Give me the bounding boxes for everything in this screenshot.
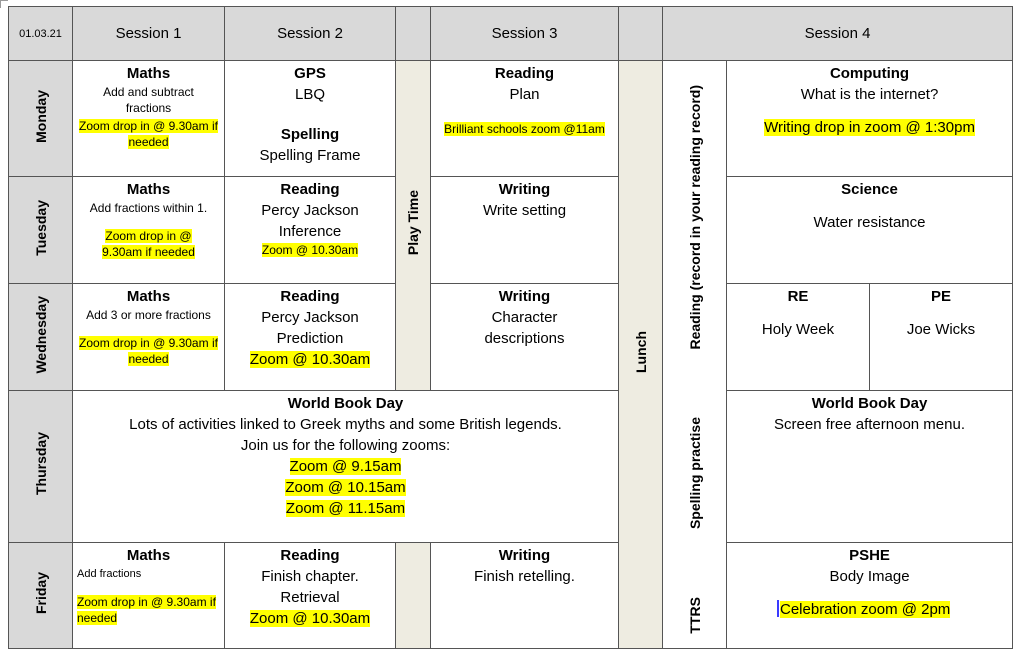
tuesday-s2-desc: Percy Jackson — [261, 202, 359, 219]
playtime-column — [396, 61, 431, 391]
friday-s4-desc: Body Image — [829, 568, 910, 585]
row-tuesday — [9, 177, 1013, 284]
wednesday-s1-desc: Add 3 or more fractions — [86, 308, 211, 322]
thursday-zoom-1: Zoom @ 9.15am — [289, 458, 402, 475]
thursday-s4-desc: Screen free afternoon menu. — [774, 416, 965, 433]
thursday-sessions-1-3 — [73, 391, 619, 543]
wednesday-s4a-title: RE — [787, 288, 809, 305]
friday-session-2 — [225, 543, 396, 649]
day-label-thursday: Thursday — [32, 432, 49, 496]
wednesday-s1-note: Zoom drop in @ 9.30am if needed — [79, 336, 218, 366]
header-lunch-blank — [619, 7, 663, 61]
wednesday-s3-title: Writing — [498, 288, 551, 305]
thursday-desc: Lots of activities linked to Greek myths and some British legends. — [129, 416, 562, 433]
wednesday-session-2 — [225, 284, 396, 391]
friday-s3-desc: Finish retelling. — [474, 568, 575, 585]
playtime-label: Play Time — [405, 190, 421, 256]
monday-s3-desc: Plan — [509, 86, 540, 103]
friday-playtime-blank — [396, 543, 431, 649]
tuesday-s2-title: Reading — [280, 181, 340, 198]
friday-session-3 — [431, 543, 619, 649]
monday-s4-title: Computing — [829, 65, 910, 82]
header-session-3: Session 3 — [431, 7, 619, 61]
header-session-1: Session 1 — [73, 7, 225, 61]
friday-s2-desc: Finish chapter. — [261, 568, 359, 585]
thursday-session-4 — [727, 391, 1013, 543]
monday-s3-title: Reading — [494, 65, 555, 82]
monday-s2-title2: Spelling — [280, 126, 340, 143]
tuesday-s4-desc: Water resistance — [813, 214, 926, 231]
wednesday-s2-title: Reading — [280, 288, 340, 305]
friday-s1-note: Zoom drop in @ 9.30am if needed — [77, 595, 216, 625]
afternoon-reading-column — [663, 61, 727, 649]
friday-s4-title: PSHE — [849, 547, 890, 564]
monday-session-1 — [73, 61, 225, 177]
spelling-practise-label: Spelling practise — [686, 417, 703, 530]
day-label-monday: Monday — [32, 89, 49, 143]
tuesday-s1-title: Maths — [126, 181, 171, 198]
tuesday-session-4 — [727, 177, 1013, 284]
page-corner-mark — [0, 0, 8, 8]
wednesday-s2-note: Zoom @ 10.30am — [249, 351, 371, 368]
friday-session-4 — [727, 543, 1013, 649]
lunch-label: Lunch — [632, 331, 649, 373]
header-playtime-blank — [396, 7, 431, 61]
tuesday-s4-title: Science — [841, 181, 898, 198]
monday-s4-note: Writing drop in zoom @ 1:30pm — [764, 119, 975, 136]
header-session-4: Session 4 — [663, 7, 1013, 61]
wednesday-session-3 — [431, 284, 619, 391]
tuesday-s2-note: Zoom @ 10.30am — [261, 243, 359, 257]
day-label-tuesday: Tuesday — [32, 199, 49, 256]
tuesday-session-3 — [431, 177, 619, 284]
wednesday-session-4b — [870, 284, 1013, 391]
day-label-friday: Friday — [32, 571, 49, 614]
day-label-wednesday: Wednesday — [32, 295, 49, 374]
tuesday-s1-note: Zoom drop in @ 9.30am if needed — [102, 229, 195, 259]
row-wednesday — [9, 284, 1013, 391]
thursday-desc2: Join us for the following zooms: — [240, 437, 451, 454]
wednesday-s4b-desc: Joe Wicks — [906, 321, 976, 338]
tuesday-s3-desc: Write setting — [482, 202, 567, 219]
friday-s2-title: Reading — [280, 547, 340, 564]
tuesday-s2-desc2: Inference — [278, 223, 342, 240]
friday-s4-note: Celebration zoom @ 2pm — [780, 601, 951, 618]
monday-s3-note: Brilliant schools zoom @11am — [444, 122, 605, 136]
friday-session-1 — [73, 543, 225, 649]
friday-s2-note: Zoom @ 10.30am — [249, 610, 371, 627]
lunch-column — [619, 61, 663, 649]
monday-session-3 — [431, 61, 619, 177]
wednesday-s2-desc2: Prediction — [276, 330, 344, 347]
tuesday-s1-desc: Add fractions within 1. — [89, 201, 208, 215]
tuesday-s3-title: Writing — [498, 181, 551, 198]
day-tuesday — [9, 177, 73, 284]
monday-s1-desc: Add and subtract fractions — [103, 85, 194, 115]
text-cursor — [777, 600, 779, 617]
wednesday-s4a-desc: Holy Week — [761, 321, 835, 338]
monday-session-4 — [727, 61, 1013, 177]
tuesday-session-2 — [225, 177, 396, 284]
header-session-2: Session 2 — [225, 7, 396, 61]
friday-s1-desc: Add fractions — [77, 568, 142, 580]
friday-s3-title: Writing — [498, 547, 551, 564]
friday-s2-desc2: Retrieval — [280, 589, 340, 606]
row-thursday — [9, 391, 1013, 543]
monday-s1-title: Maths — [126, 65, 171, 82]
monday-s2-title: GPS — [294, 65, 326, 82]
thursday-title: World Book Day — [287, 395, 404, 412]
thursday-s4-title: World Book Day — [811, 395, 928, 412]
day-monday — [9, 61, 73, 177]
monday-s2-desc: LBQ — [294, 86, 325, 103]
thursday-zoom-3: Zoom @ 11.15am — [285, 500, 406, 517]
reading-record-label: Reading (record in your reading record) — [686, 85, 703, 350]
monday-s2-desc2: Spelling Frame — [259, 147, 361, 164]
wednesday-s4b-title: PE — [931, 288, 952, 305]
date-cell: 01.03.21 — [9, 7, 73, 61]
wednesday-s3-desc: Character descriptions — [484, 309, 565, 347]
friday-s1-title: Maths — [126, 547, 171, 564]
tuesday-session-1 — [73, 177, 225, 284]
wednesday-s1-title: Maths — [126, 288, 171, 305]
row-monday — [9, 61, 1013, 177]
day-wednesday — [9, 284, 73, 391]
day-thursday — [9, 391, 73, 543]
ttrs-label: TTRS — [686, 597, 703, 634]
wednesday-session-4a — [727, 284, 870, 391]
wednesday-s2-desc: Percy Jackson — [261, 309, 359, 326]
timetable — [8, 6, 1013, 649]
monday-s1-note: Zoom drop in @ 9.30am if needed — [79, 119, 218, 149]
thursday-zoom-2: Zoom @ 10.15am — [285, 479, 406, 496]
row-friday — [9, 543, 1013, 649]
wednesday-session-1 — [73, 284, 225, 391]
monday-s4-desc: What is the internet? — [800, 86, 939, 103]
day-friday — [9, 543, 73, 649]
header-row — [9, 7, 1013, 61]
monday-session-2 — [225, 61, 396, 177]
